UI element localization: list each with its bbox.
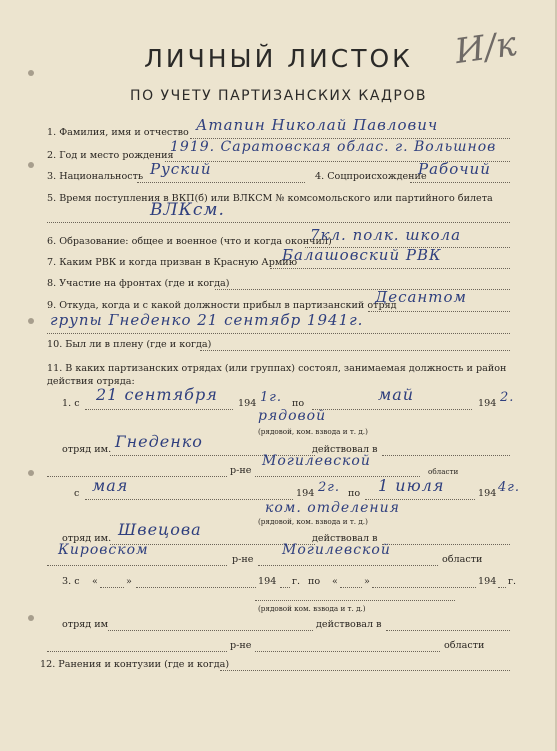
value-social-origin: Рабочий <box>418 160 491 178</box>
s3-unit-line <box>108 630 313 631</box>
s1-to-label: по <box>292 398 305 409</box>
label-arrival: 9. Откуда, когда и с какой должности прибыл в партизанский отряд <box>47 300 397 311</box>
s1-acted-label: действовал в <box>312 444 378 455</box>
s2-to-value: 1 июля <box>378 476 445 495</box>
s1-from-line <box>85 409 233 410</box>
punch-hole <box>28 318 34 324</box>
s1-unit-label: отряд им. <box>62 444 112 455</box>
s3-q3: « <box>332 576 338 587</box>
s3-month-line <box>136 587 256 588</box>
s3-unit-label: отряд им <box>62 619 109 630</box>
s1-acted-line <box>382 455 510 456</box>
line-arrival-a <box>368 311 510 312</box>
s3-g1: г. <box>292 576 301 587</box>
s1-unit-value: Гнеденко <box>115 432 203 451</box>
s2-oblast-label: области <box>442 554 483 565</box>
label-partisan-units: 11. В каких партизанских отрядах (или группах) состоял, занимаемая должность и район действия отряда: <box>47 363 507 387</box>
line-nationality <box>137 182 305 183</box>
label-captivity: 10. Был ли в плену (где и когда) <box>47 339 212 350</box>
s3-day-line <box>100 587 124 588</box>
s3-year2: 194 <box>478 576 497 587</box>
label-wounds: 12. Ранения и контузии (где и когда) <box>40 659 230 670</box>
line-party-membership <box>47 222 510 223</box>
line-social-origin <box>410 182 510 183</box>
line-wounds <box>220 670 510 671</box>
s2-district-line <box>258 565 438 566</box>
s2-from-label: с <box>74 488 80 499</box>
corner-handwritten-mark: И/к <box>452 23 519 73</box>
s1-to-line <box>312 409 472 410</box>
label-party-membership: 5. Время поступления в ВКП(б) или ВЛКСМ № комсомольского или партийного билета <box>47 193 493 204</box>
form-title: ЛИЧНЫЙ ЛИСТОК <box>144 44 413 73</box>
s2-year2: 194 <box>478 488 497 499</box>
s2-position: ком. отделения <box>265 500 400 516</box>
s1-rayon-line <box>47 476 227 477</box>
s2-unit-value: Швецова <box>118 520 202 539</box>
s1-from-label: 1. с <box>62 398 80 409</box>
s3-to-label: по <box>308 576 321 587</box>
value-nationality: Руский <box>150 160 212 178</box>
s2-to-label: по <box>348 488 361 499</box>
s1-year2-hand: 2. <box>500 390 515 405</box>
label-conscription: 7. Каким РВК и когда призван в Красную Армию <box>47 257 298 268</box>
s3-year2-line <box>498 587 506 588</box>
s2-year1-hand: 2г. <box>318 480 340 495</box>
s3-year1-line <box>280 587 290 588</box>
s2-acted-label: действовал в <box>312 533 378 544</box>
value-education: 7кл. полк. школа <box>310 226 462 244</box>
label-front-participation: 8. Участие на фронтах (где и когда) <box>47 278 230 289</box>
value-party-membership: ВЛКсм. <box>150 200 225 220</box>
s3-acted-label: действовал в <box>316 619 382 630</box>
line-arrival-b <box>47 333 510 334</box>
s1-position: рядовой <box>258 408 327 424</box>
punch-hole <box>28 162 34 168</box>
s3-q1: « <box>92 576 98 587</box>
s2-rayon-line <box>47 565 227 566</box>
label-social-origin: 4. Соцпроисхождение <box>315 171 427 182</box>
label-education: 6. Образование: общее и военное (что и когда окончил) <box>47 236 332 247</box>
value-arrival-a: Десантом <box>375 288 467 306</box>
s2-from-line <box>85 499 293 500</box>
s1-year1: 194 <box>238 398 257 409</box>
label-nationality: 3. Национальность <box>47 171 144 182</box>
s2-unit-label: отряд им. <box>62 533 112 544</box>
s1-year2: 194 <box>478 398 497 409</box>
s3-position-line <box>255 600 455 601</box>
s1-oblast-label: области <box>428 467 459 476</box>
s3-rayon-line <box>47 651 227 652</box>
s2-from-value: мая <box>92 476 129 495</box>
s3-oblast-label: области <box>444 640 485 651</box>
s2-year2-hand: 4г. <box>498 480 520 495</box>
s3-district-line <box>255 651 440 652</box>
form-subtitle: ПО УЧЕТУ ПАРТИЗАНСКИХ КАДРОВ <box>130 88 427 104</box>
punch-hole <box>28 470 34 476</box>
s2-rayon-value: Кировском <box>58 542 149 558</box>
value-conscription: Балашовский РВК <box>282 246 442 264</box>
punch-hole <box>28 615 34 621</box>
s1-year1-hand: 1г. <box>260 390 282 405</box>
s3-g2: г. <box>508 576 517 587</box>
s1-to-value: май <box>378 385 415 404</box>
label-birth: 2. Год и место рождения <box>47 150 174 161</box>
value-full-name: Атапин Николай Павлович <box>196 116 439 134</box>
s3-rne-label: р-не <box>230 640 252 651</box>
line-conscription <box>270 268 510 269</box>
s3-from-label: 3. с <box>62 576 80 587</box>
s3-year1: 194 <box>258 576 277 587</box>
s2-position-hint: (рядовой, ком. взвода и т. д.) <box>258 517 368 526</box>
s1-district-value: Могилевской <box>262 453 371 469</box>
value-arrival-b: групы Гнеденко 21 сентябр 1941г. <box>50 311 364 329</box>
s3-day2-line <box>340 587 362 588</box>
s2-district-value: Могилевской <box>282 542 391 558</box>
s3-month2-line <box>372 587 476 588</box>
s2-rne-label: р-не <box>232 554 254 565</box>
s1-rne-label: р-не <box>230 465 252 476</box>
line-captivity <box>200 350 510 351</box>
s1-position-hint: (рядовой, ком. взвода и т. д.) <box>258 427 368 436</box>
s3-acted-line <box>386 630 510 631</box>
s2-acted-line <box>382 544 510 545</box>
label-full-name: 1. Фамилия, имя и отчество <box>47 127 189 138</box>
s3-position-hint: (рядовой ком. взвода и т. д.) <box>258 604 366 613</box>
s2-year1: 194 <box>296 488 315 499</box>
s3-q4: » <box>364 576 370 587</box>
s3-q2: » <box>126 576 132 587</box>
value-birth: 1919. Саратовская облас. г. Вольшнов <box>170 139 497 155</box>
s1-from-value: 21 сентября <box>96 385 218 404</box>
